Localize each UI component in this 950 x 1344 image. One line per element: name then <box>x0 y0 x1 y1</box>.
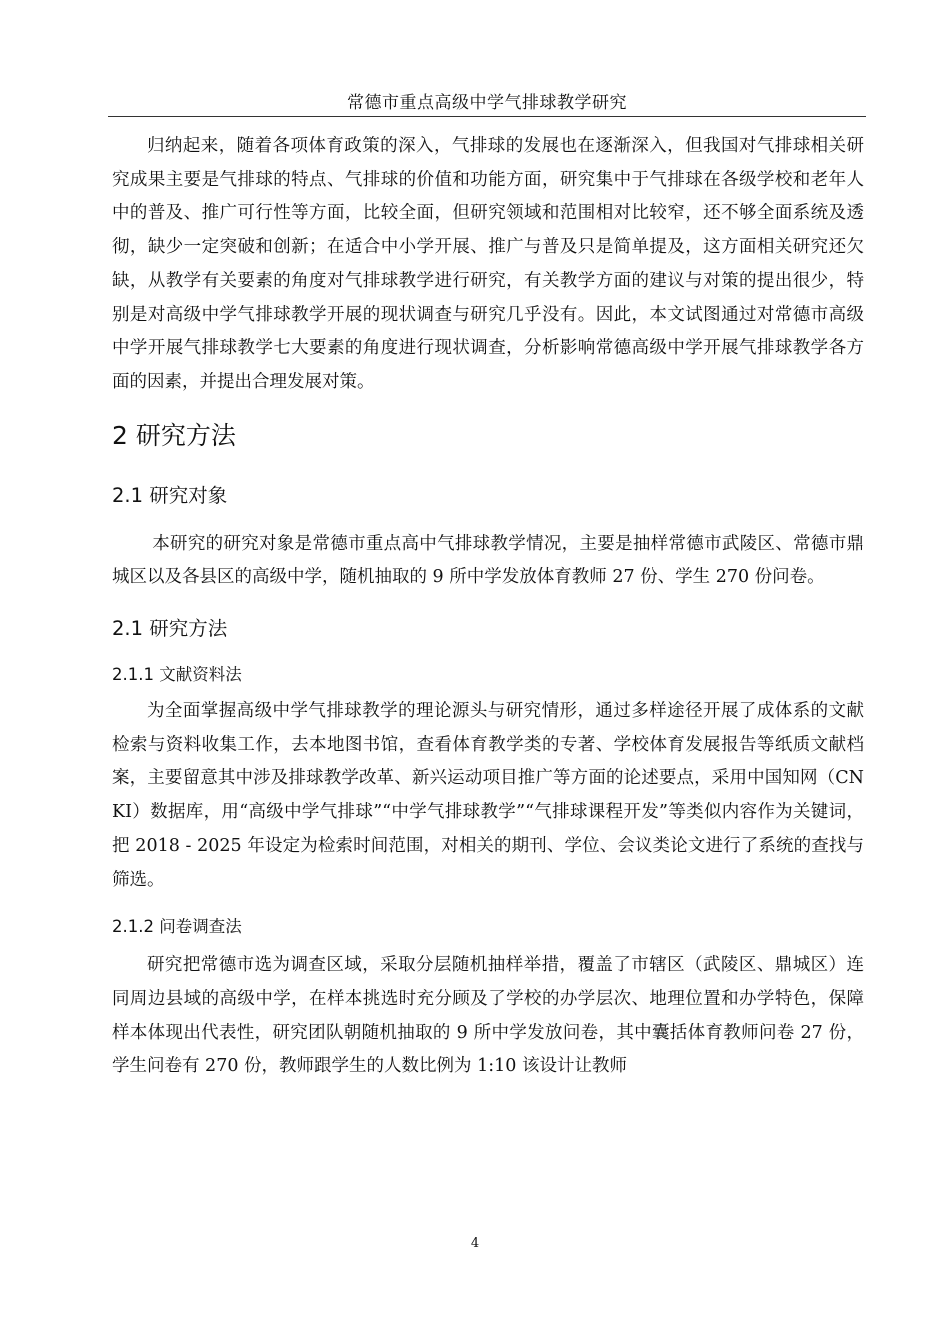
page-number: 4 <box>470 1236 480 1251</box>
page-content <box>112 130 864 1084</box>
section-2-2-2-paragraph: 研究把常德市选为调查区域，采取分层随机抽样举措，覆盖了市辖区（武陵区、鼎城区）连同周边县域的高级中学，在样本挑选时充分顾及了学校的办学层次、地理位置和办学特色，保障样本体现出代表性，研究团队朝随机抽取的 9 所中学发放问卷，其中囊括体育教师问卷 27 份，学生问卷有 270 份，教师跟学生的人数比例为 1:10 该设计让教师 <box>112 955 864 1077</box>
section-2-1-heading: 2.1 研究对象 <box>112 483 228 507</box>
section-2-2-heading: 2.1 研究方法 <box>112 617 228 641</box>
section-2-2-1-heading: 2.1.1 文献资料法 <box>112 665 242 685</box>
running-header: 常德市重点高级中学气排球教学研究 <box>108 90 866 117</box>
section-2-1-paragraph: 本研究的研究对象是常德市重点高中气排球教学情况，主要是抽样常德市武陵区、常德市鼎城区以及各县区的高级中学，随机抽取的 9 所中学发放体育教师 27 份、学生 270 份问卷。 <box>112 533 864 588</box>
section-2-2-2-heading: 2.1.2 问卷调查法 <box>112 917 242 937</box>
section-2-heading: 2 研究方法 <box>112 420 236 450</box>
section-2-2-1-paragraph: 为全面掌握高级中学气排球教学的理论源头与研究情形，通过多样途径开展了成体系的文献检索与资料收集工作，去本地图书馆，查看体育教学类的专著、学校体育发展报告等纸质文献档案，主要留意其中涉及排球教学改革、新兴运动项目推广等方面的论述要点，采用中国知网（CNKI）数据库，用“高级中学气排球”“中学气排球教学”“气排球课程开发”等类似内容作为关键词，把 2018 - 2025 年设定为检索时间范围，对相关的期刊、学位、会议类论文进行了系统的查找与筛选。 <box>112 701 864 890</box>
intro-paragraph: 归纳起来，随着各项体育政策的深入，气排球的发展也在逐渐深入，但我国对气排球相关研究成果主要是气排球的特点、气排球的价值和功能方面，研究集中于气排球在各级学校和老年人中的普及、推广可行性等方面，比较全面，但研究领域和范围相对比较窄，还不够全面系统及透彻，缺少一定突破和创新；在适合中小学开展、推广与普及只是简单提及，这方面相关研究还欠缺，从教学有关要素的角度对气排球教学进行研究，有关教学方面的建议与对策的提出很少，特别是对高级中学气排球教学开展的现状调查与研究几乎没有。因此，本文试图通过对常德市高级中学开展气排球教学七大要素的角度进行现状调查，分析影响常德高级中学开展气排球教学各方面的因素，并提出合理发展对策。 <box>112 136 864 392</box>
